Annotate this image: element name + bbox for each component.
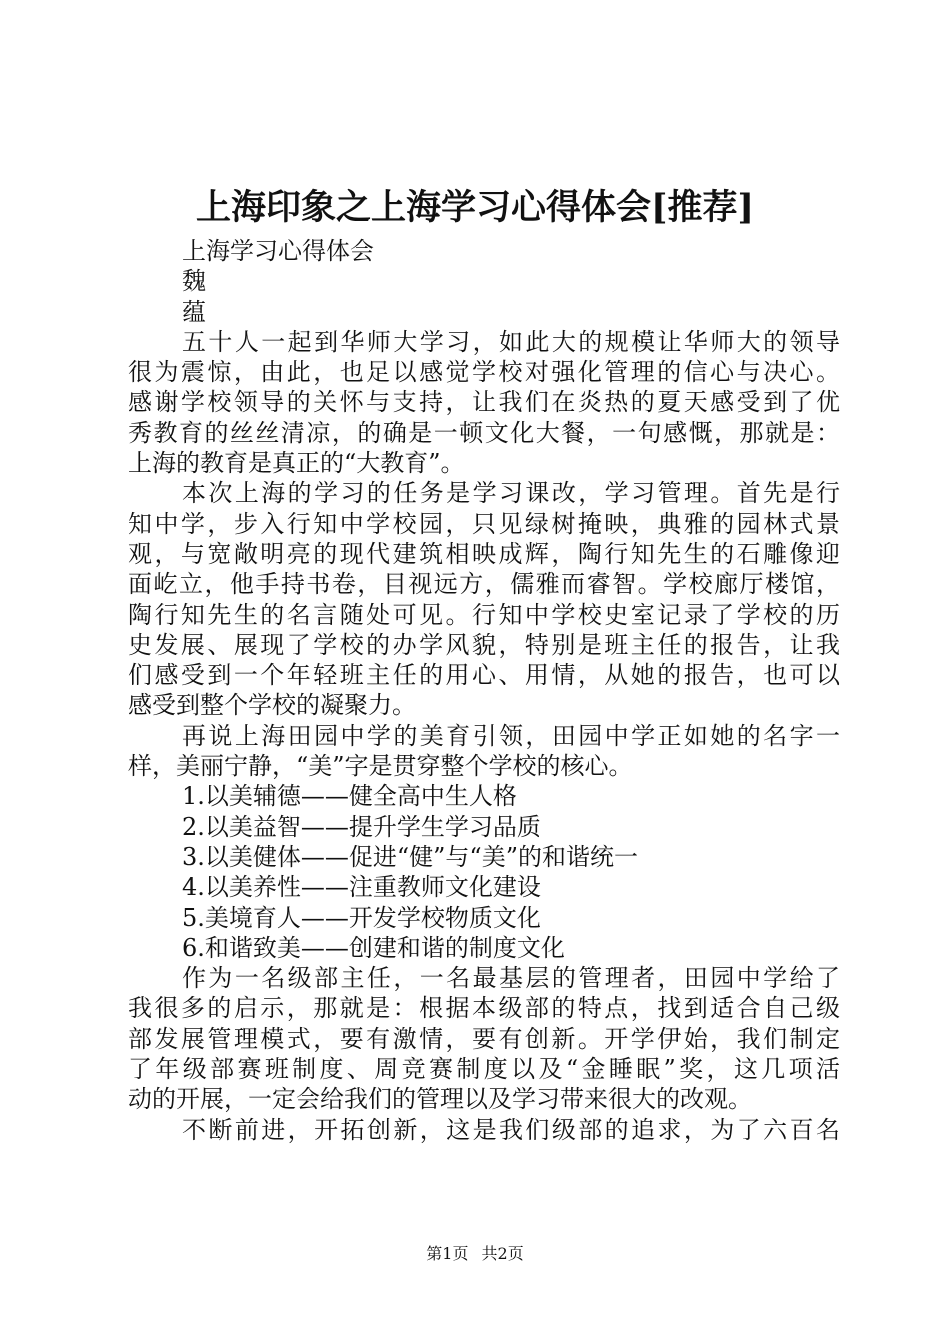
text-line: 样，美丽宁静，“美”字是贯穿整个学校的核心。 [128,752,633,781]
text-line: 部发展管理模式，要有激情，要有创新。开学伊始，我们制定 [128,1024,840,1053]
text-line: 本次上海的学习的任务是学习课改，学习管理。首先是行 [182,479,840,508]
document-body [128,236,840,1145]
text-line: 6.和谐致美——创建和谐的制度文化 [182,933,565,962]
text-line: 作为一名级部主任，一名最基层的管理者，田园中学给了 [182,964,840,993]
page-number-current: 第1页 [426,1244,469,1263]
text-line: 史发展、展现了学校的办学风貌，特别是班主任的报告，让我 [128,630,840,659]
document-title: 上海印象之上海学习心得体会[推荐] [195,187,755,228]
text-line: 五十人一起到华师大学习，如此大的规模让华师大的领导 [182,327,840,356]
text-line: 很为震惊，由此，也足以感觉学校对强化管理的信心与决心。 [128,358,840,387]
text-line: 2.以美益智——提升学生学习品质 [182,812,541,841]
text-line: 动的开展，一定会给我们的管理以及学习带来很大的改观。 [128,1085,752,1114]
text-line: 面屹立，他手持书卷，目视远方，儒雅而睿智。学校廊厅楼馆， [128,570,840,599]
text-line: 感受到整个学校的凝聚力。 [128,691,416,720]
text-line: 4.以美养性——注重教师文化建设 [182,873,541,902]
page-number-total: 共2页 [481,1244,524,1263]
text-line: 秀教育的丝丝清凉，的确是一顿文化大餐，一句感慨，那就是： [128,418,840,447]
text-line: 上海学习心得体会 [182,237,374,265]
text-line: 感谢学校领导的关怀与支持，让我们在炎热的夏天感受到了优 [128,388,840,417]
text-line: 1.以美辅德——健全高中生人格 [182,782,517,811]
text-line: 们感受到一个年轻班主任的用心、用情，从她的报告，也可以 [128,661,840,690]
text-line: 3.以美健体——促进“健”与“美”的和谐统一 [182,842,638,871]
text-line: 陶行知先生的名言随处可见。行知中学校史室记录了学校的历 [128,600,840,629]
text-line: 了年级部赛班制度、周竞赛制度以及“金睡眠”奖，这几项活 [128,1055,840,1084]
page-footer [0,1244,950,1264]
text-line: 上海的教育是真正的“大教育”。 [128,449,465,478]
text-line: 知中学，步入行知中学校园，只见绿树掩映，典雅的园林式景 [128,509,840,538]
text-line: 观，与宽敞明亮的现代建筑相映成辉，陶行知先生的石雕像迎 [128,539,840,568]
text-line: 我很多的启示，那就是：根据本级部的特点，找到适合自己级 [128,994,840,1023]
text-line: 再说上海田园中学的美育引领，田园中学正如她的名字一 [182,721,840,750]
text-line: 不断前进，开拓创新，这是我们级部的追求，为了六百名 [182,1115,840,1144]
text-line: 蕴 [182,297,206,326]
text-line: 5.美境育人——开发学校物质文化 [182,903,541,932]
text-line: 魏 [182,267,206,296]
